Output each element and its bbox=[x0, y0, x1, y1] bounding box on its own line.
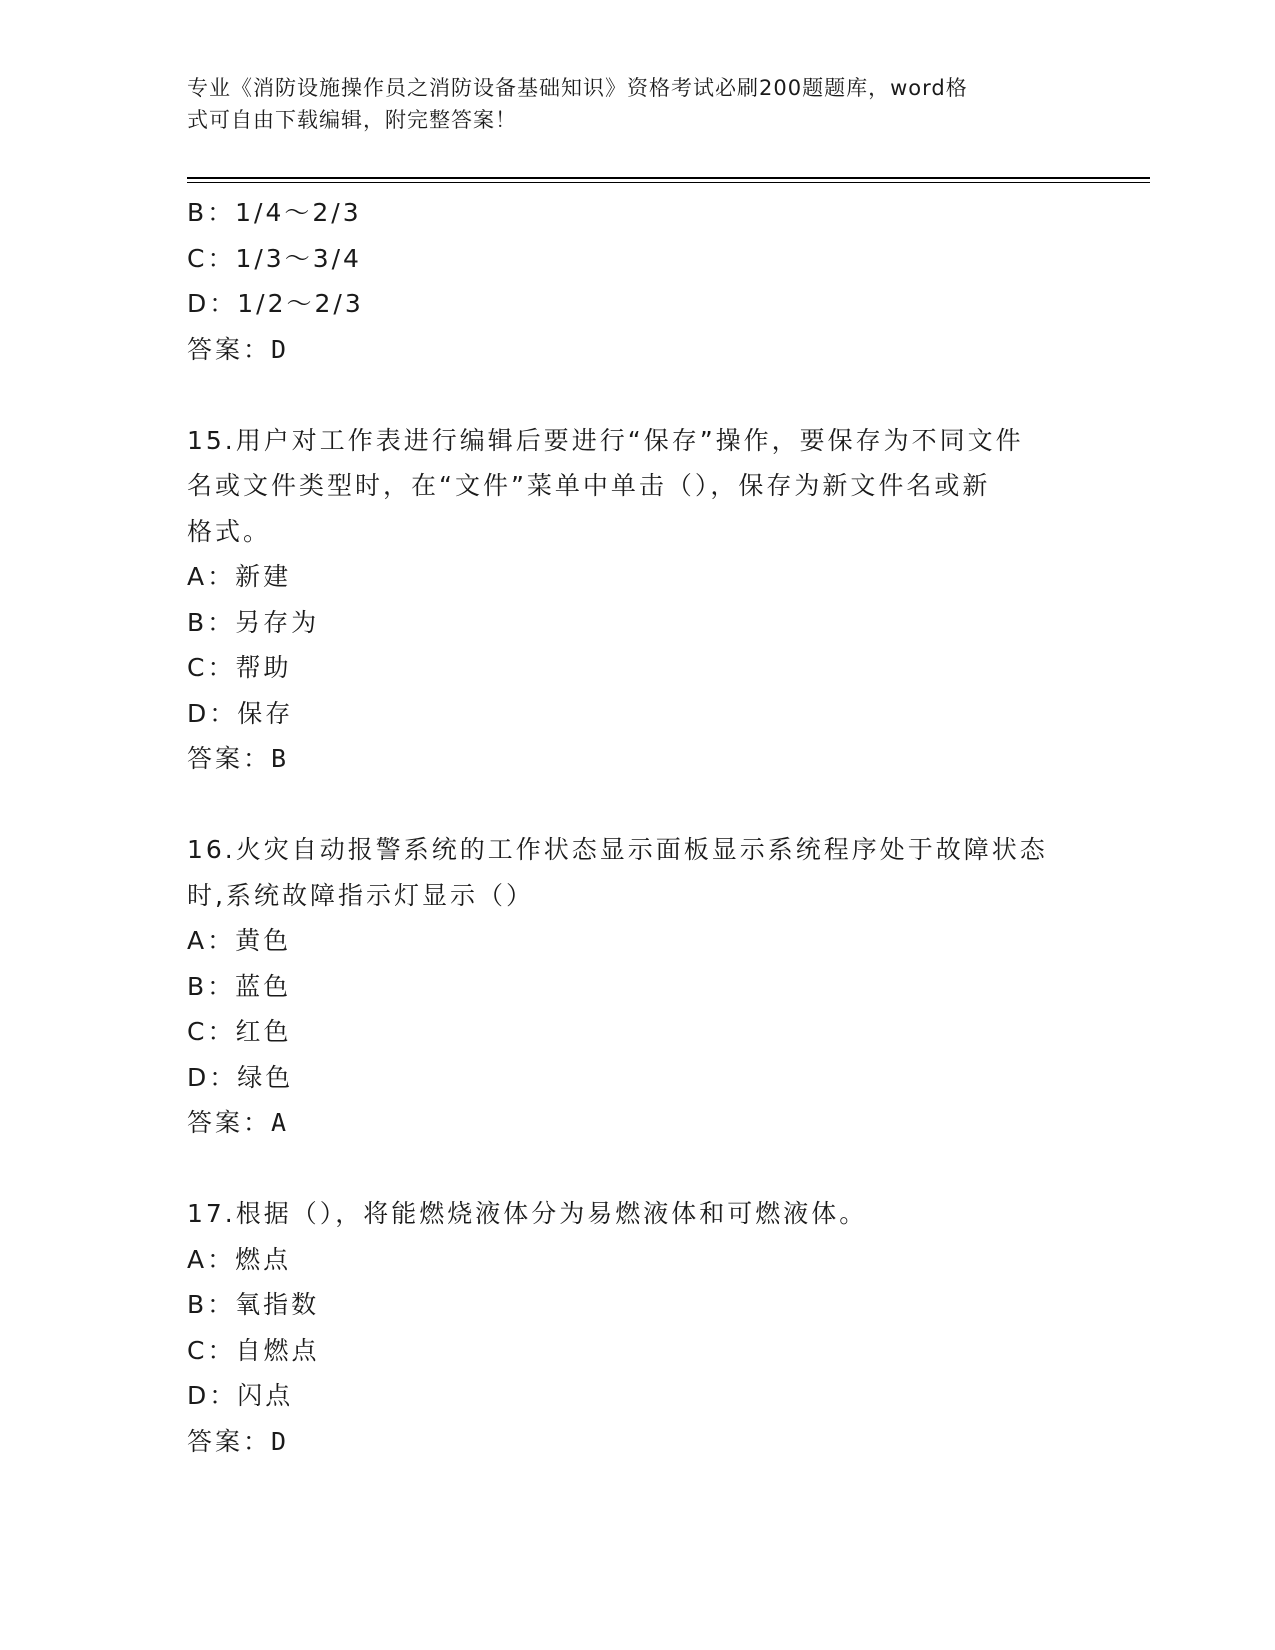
option-a: A：燃点 bbox=[187, 1244, 292, 1274]
option-c: C：红色 bbox=[187, 1017, 292, 1046]
option-b: B：另存为 bbox=[187, 607, 320, 637]
option-c: C：1/3～3/4 bbox=[187, 243, 362, 273]
option-c: C：帮助 bbox=[187, 653, 292, 682]
answer-line: 答案：B bbox=[187, 744, 290, 773]
question-stem-line: 15.用户对工作表进行编辑后要进行“保存”操作，要保存为不同文件 bbox=[187, 425, 1024, 455]
question-stem-line: 格式。 bbox=[187, 516, 272, 546]
option-b: B：1/4～2/3 bbox=[187, 198, 362, 227]
header-title-line-2: 式可自由下载编辑，附完整答案！ bbox=[187, 108, 517, 132]
question-stem-line: 名或文件类型时，在“文件”菜单中单击（），保存为新文件名或新 bbox=[187, 471, 991, 500]
question-stem-line: 时,系统故障指示灯显示（） bbox=[187, 880, 534, 910]
option-d: D：1/2～2/3 bbox=[187, 289, 364, 318]
answer-line: 答案：D bbox=[187, 334, 290, 364]
option-c: C：自燃点 bbox=[187, 1335, 320, 1365]
option-d: D：绿色 bbox=[187, 1062, 294, 1092]
question-15 bbox=[187, 418, 1087, 782]
spacer bbox=[187, 1146, 1087, 1192]
spacer bbox=[187, 782, 1087, 828]
spacer bbox=[187, 372, 1087, 418]
option-b: B：蓝色 bbox=[187, 971, 292, 1001]
answer-line: 答案：A bbox=[187, 1108, 290, 1137]
question-16 bbox=[187, 827, 1087, 1146]
question-list bbox=[187, 190, 1087, 1464]
option-d: D：闪点 bbox=[187, 1381, 294, 1410]
option-a: A：黄色 bbox=[187, 926, 292, 955]
question-17 bbox=[187, 1191, 1087, 1464]
answer-line: 答案：D bbox=[187, 1426, 290, 1456]
option-a: A：新建 bbox=[187, 562, 292, 591]
header-title-line-1: 专业《消防设施操作员之消防设备基础知识》资格考试必刷200题题库，word格 bbox=[187, 76, 968, 100]
header-divider-thick bbox=[187, 177, 1150, 179]
header-divider-thin bbox=[187, 182, 1150, 183]
question-14-continued bbox=[187, 190, 1087, 372]
question-stem-line: 17.根据（），将能燃烧液体分为易燃液体和可燃液体。 bbox=[187, 1199, 868, 1228]
option-b: B：氧指数 bbox=[187, 1290, 320, 1319]
document-header bbox=[187, 72, 1077, 136]
option-d: D：保存 bbox=[187, 698, 294, 728]
question-stem-line: 16.火灾自动报警系统的工作状态显示面板显示系统程序处于故障状态 bbox=[187, 835, 1048, 864]
